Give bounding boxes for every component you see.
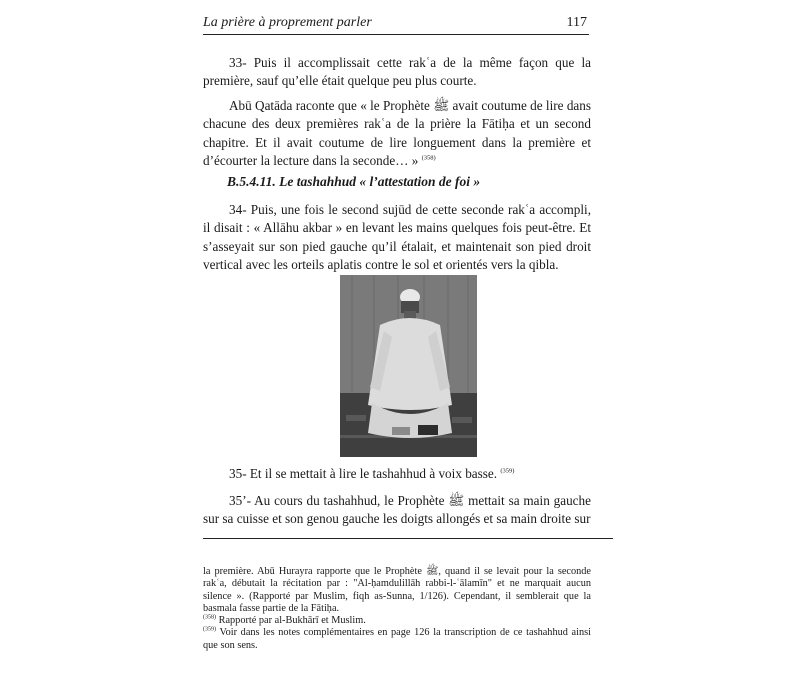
footnote-359-number: (359): [203, 627, 216, 634]
footnotes: [203, 566, 591, 652]
paragraph-abu-qatada-text: Abū Qatāda raconte que « le Prophète ﷺ avait coutume de lire dans chacune des deux premières rakʿa de la prière la Fātiḥa et un second chapitre. Et il avait coutume de lire longuement dans la première et d’écourter la lecture dans la seconde… »: [203, 98, 591, 168]
paragraph-35-prime: 35’- Au cours du tashahhud, le Prophète ﷺ mettait sa main gauche sur sa cuisse et son genou gauche les doigts allongés et sa main droite sur: [203, 493, 591, 527]
running-header: [203, 14, 589, 35]
paragraph-35: [203, 465, 591, 483]
page-number: 117: [566, 15, 587, 30]
footnote-separator: [203, 538, 613, 539]
paragraph-34: 34- Puis, une fois le second sujūd de cette seconde rakʿa accompli, il disait : « Allāhu akbar » en levant les mains quelques fois peut-être. Et s’asseyait sur son pied gauche qu’il étalait, et maintenait son pied droit vertical avec les orteils aplatis contre le sol et orientés vers la qibla.: [203, 202, 591, 272]
footnote-ref-358: (358): [421, 154, 436, 162]
section-heading: B.5.4.11. Le tashahhud « l’attestation de foi »: [227, 174, 481, 189]
chapter-title: La prière à proprement parler: [203, 15, 372, 30]
footnote-359: [203, 627, 591, 652]
paragraph-abu-qatada: [203, 97, 591, 170]
prayer-photo: [340, 275, 477, 457]
footnote-358: [203, 615, 591, 627]
praying-man-illustration: [340, 275, 477, 457]
footnote-358-text: Rapporté par al-Bukhārī et Muslim.: [218, 615, 366, 627]
footnote-ref-359: (359): [500, 467, 515, 475]
footnote-continuation: la première. Abū Hurayra rapporte que le Prophète ﷺ, quand il se levait pour la seconde rakʿa, débutait la récitation par : "Al-ḥamdulillāh rabbi-l-ʿālamīn" et ne marquait aucun silence ». (Rapporté par Muslim, fiqh as-Sunna, 1/126). Cependant, il semblerait que la basmala fasse partie de la Fātiḥa.: [203, 566, 591, 614]
paragraph-33: 33- Puis il accomplissait cette rakʿa de la même façon que la première, sauf qu’elle était quelque peu plus courte.: [203, 55, 591, 89]
footnote-358-number: (358): [203, 614, 216, 621]
footnote-359-text: Voir dans les notes complémentaires en page 126 la transcription de ce tashahhud ainsi que son sens.: [203, 627, 591, 651]
paragraph-35-text: 35- Et il se mettait à lire le tashahhud à voix basse.: [229, 466, 498, 481]
